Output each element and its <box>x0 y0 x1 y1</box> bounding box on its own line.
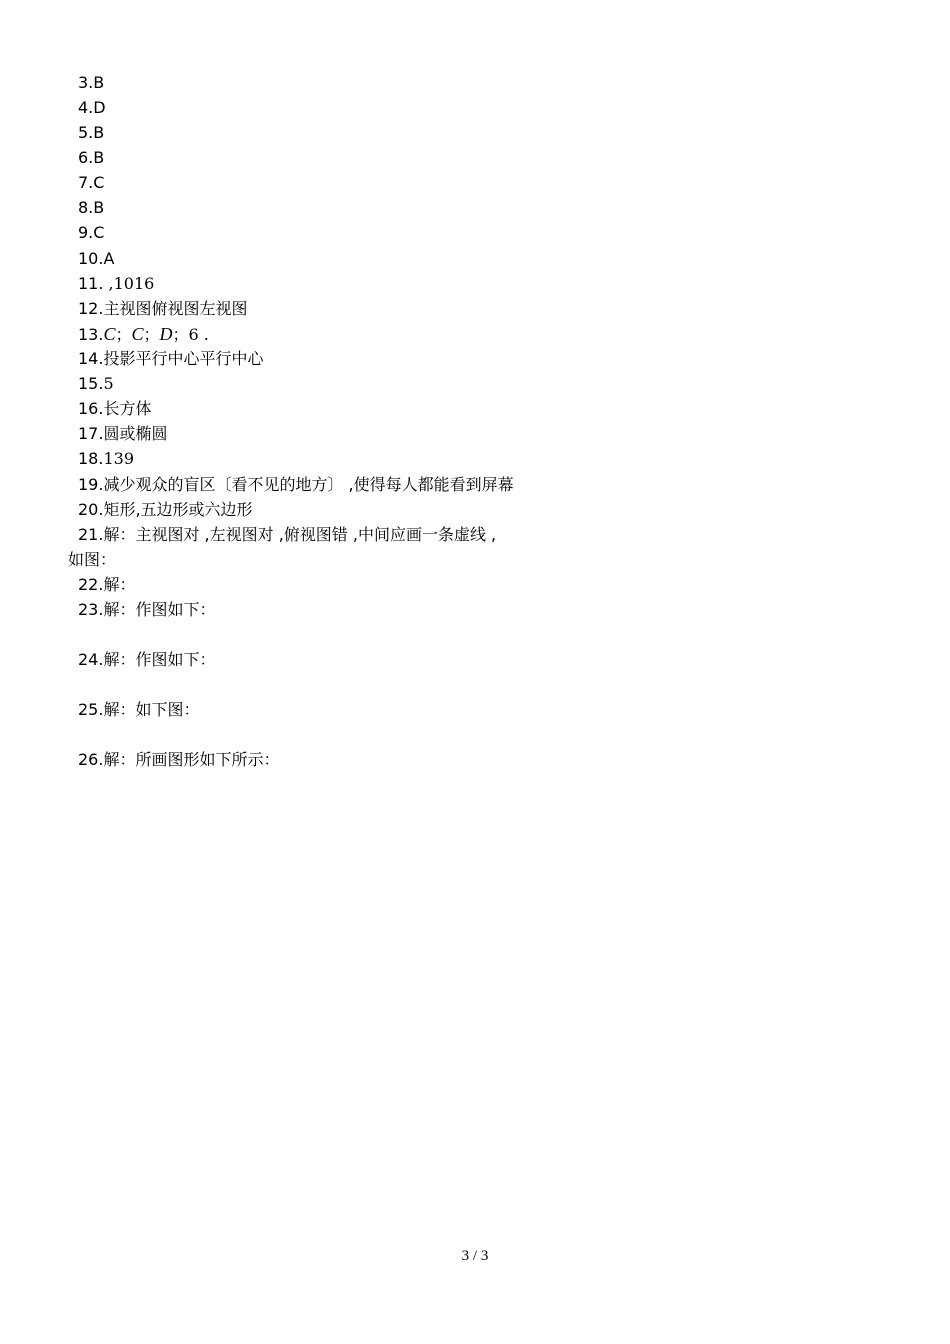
answer-5: 5.B <box>78 123 105 142</box>
answer-20: 20.矩形,五边形或六边形 <box>78 500 253 519</box>
answer-10: 10.A <box>78 249 115 268</box>
answer-14: 14.投影平行中心平行中心 <box>78 349 264 368</box>
answer-6: 6.B <box>78 148 105 167</box>
answer-4: 4.D <box>78 98 106 117</box>
answer-23: 23.解：作图如下： <box>78 600 216 619</box>
answer-18: 18.139 <box>78 449 134 468</box>
answer-7: 7.C <box>78 173 105 192</box>
answer-21: 21.解：主视图对 ,左视图对 ,俯视图错 ,中间应画一条虚线 , <box>78 525 497 544</box>
answer-9: 9.C <box>78 223 105 242</box>
answer-11: 11. ,1016 <box>78 274 155 293</box>
answer-8: 8.B <box>78 198 105 217</box>
answer-3: 3.B <box>78 73 105 92</box>
answer-25: 25.解：如下图： <box>78 700 200 719</box>
answer-15: 15.5 <box>78 374 114 393</box>
answer-17: 17.圆或椭圆 <box>78 424 168 443</box>
answer-21-continuation: 如图： <box>68 550 117 569</box>
answer-22: 22.解： <box>78 575 136 594</box>
answer-16: 16.长方体 <box>78 399 152 418</box>
answer-12: 12.主视图俯视图左视图 <box>78 299 248 318</box>
page-number: 3 / 3 <box>461 1248 489 1264</box>
answer-13: 13.C；C；D；6 . <box>78 324 209 344</box>
answer-26: 26.解：所画图形如下所示： <box>78 750 280 769</box>
answer-24: 24.解：作图如下： <box>78 650 216 669</box>
answer-19: 19.减少观众的盲区〔看不见的地方〕 ,使得每人都能看到屏幕 <box>78 475 514 494</box>
